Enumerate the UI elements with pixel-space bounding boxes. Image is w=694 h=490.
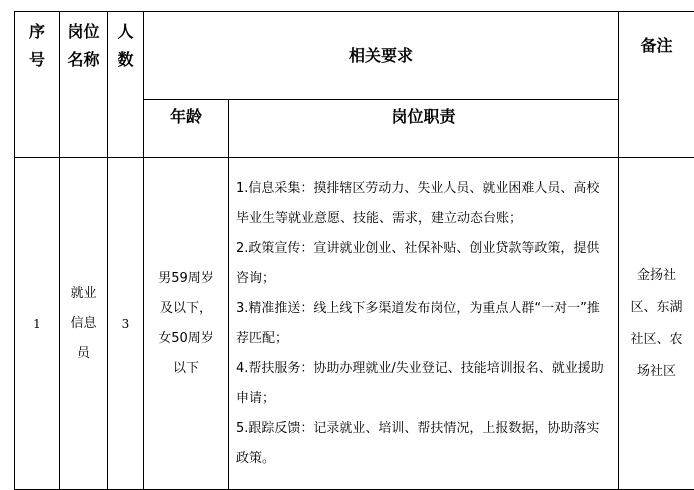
- row-count: [108, 158, 144, 490]
- row-duties: [229, 158, 619, 490]
- row-age-value: 男59周岁及以下，女50周岁以下: [154, 264, 218, 384]
- header-row: [15, 12, 694, 100]
- header-duties: [229, 100, 619, 158]
- duty-item: 1.信息采集：摸排辖区劳动力、失业人员、就业困难人员、高校毕业生等就业意愿、技能、需求，建立动态台账；: [236, 174, 612, 234]
- row-seq-value: 1: [33, 317, 41, 331]
- header-count-label: 人数: [117, 18, 135, 74]
- duty-item: 4.帮扶服务：协助办理就业/失业登记、技能培训报名、就业援助申请；: [236, 354, 612, 414]
- header-post-name: [60, 12, 108, 158]
- header-requirements-label: 相关要求: [349, 46, 413, 65]
- header-post-name-label: 岗位名称: [67, 18, 101, 74]
- duty-item: 2.政策宣传：宣讲就业创业、社保补贴、创业贷款等政策，提供咨询；: [236, 234, 612, 294]
- duty-item: 3.精准推送：线上线下多渠道发布岗位，为重点人群“一对一”推荐匹配；: [236, 294, 612, 354]
- row-remarks-value: 金扬社区、东湖社区、农场社区: [627, 260, 687, 388]
- header-duties-label: 岗位职责: [392, 107, 456, 126]
- row-post-name-value: 就业信息员: [70, 279, 98, 369]
- duty-item: 5.跟踪反馈：记录就业、培训、帮扶情况，上报数据，协助落实政策。: [236, 414, 612, 474]
- header-count: [108, 12, 144, 158]
- header-age: [144, 100, 229, 158]
- header-remarks: [619, 12, 694, 158]
- header-remarks-label: 备注: [641, 36, 673, 55]
- row-remarks: [619, 158, 694, 490]
- header-seq-label: 序号: [28, 18, 46, 74]
- table-row: [15, 158, 694, 490]
- header-requirements: [144, 12, 619, 100]
- row-age: [144, 158, 229, 490]
- row-post-name: [60, 158, 108, 490]
- job-requirements-table: [14, 11, 694, 490]
- header-age-label: 年龄: [170, 107, 202, 126]
- row-count-value: 3: [122, 317, 130, 331]
- header-seq: [15, 12, 60, 158]
- row-seq: [15, 158, 60, 490]
